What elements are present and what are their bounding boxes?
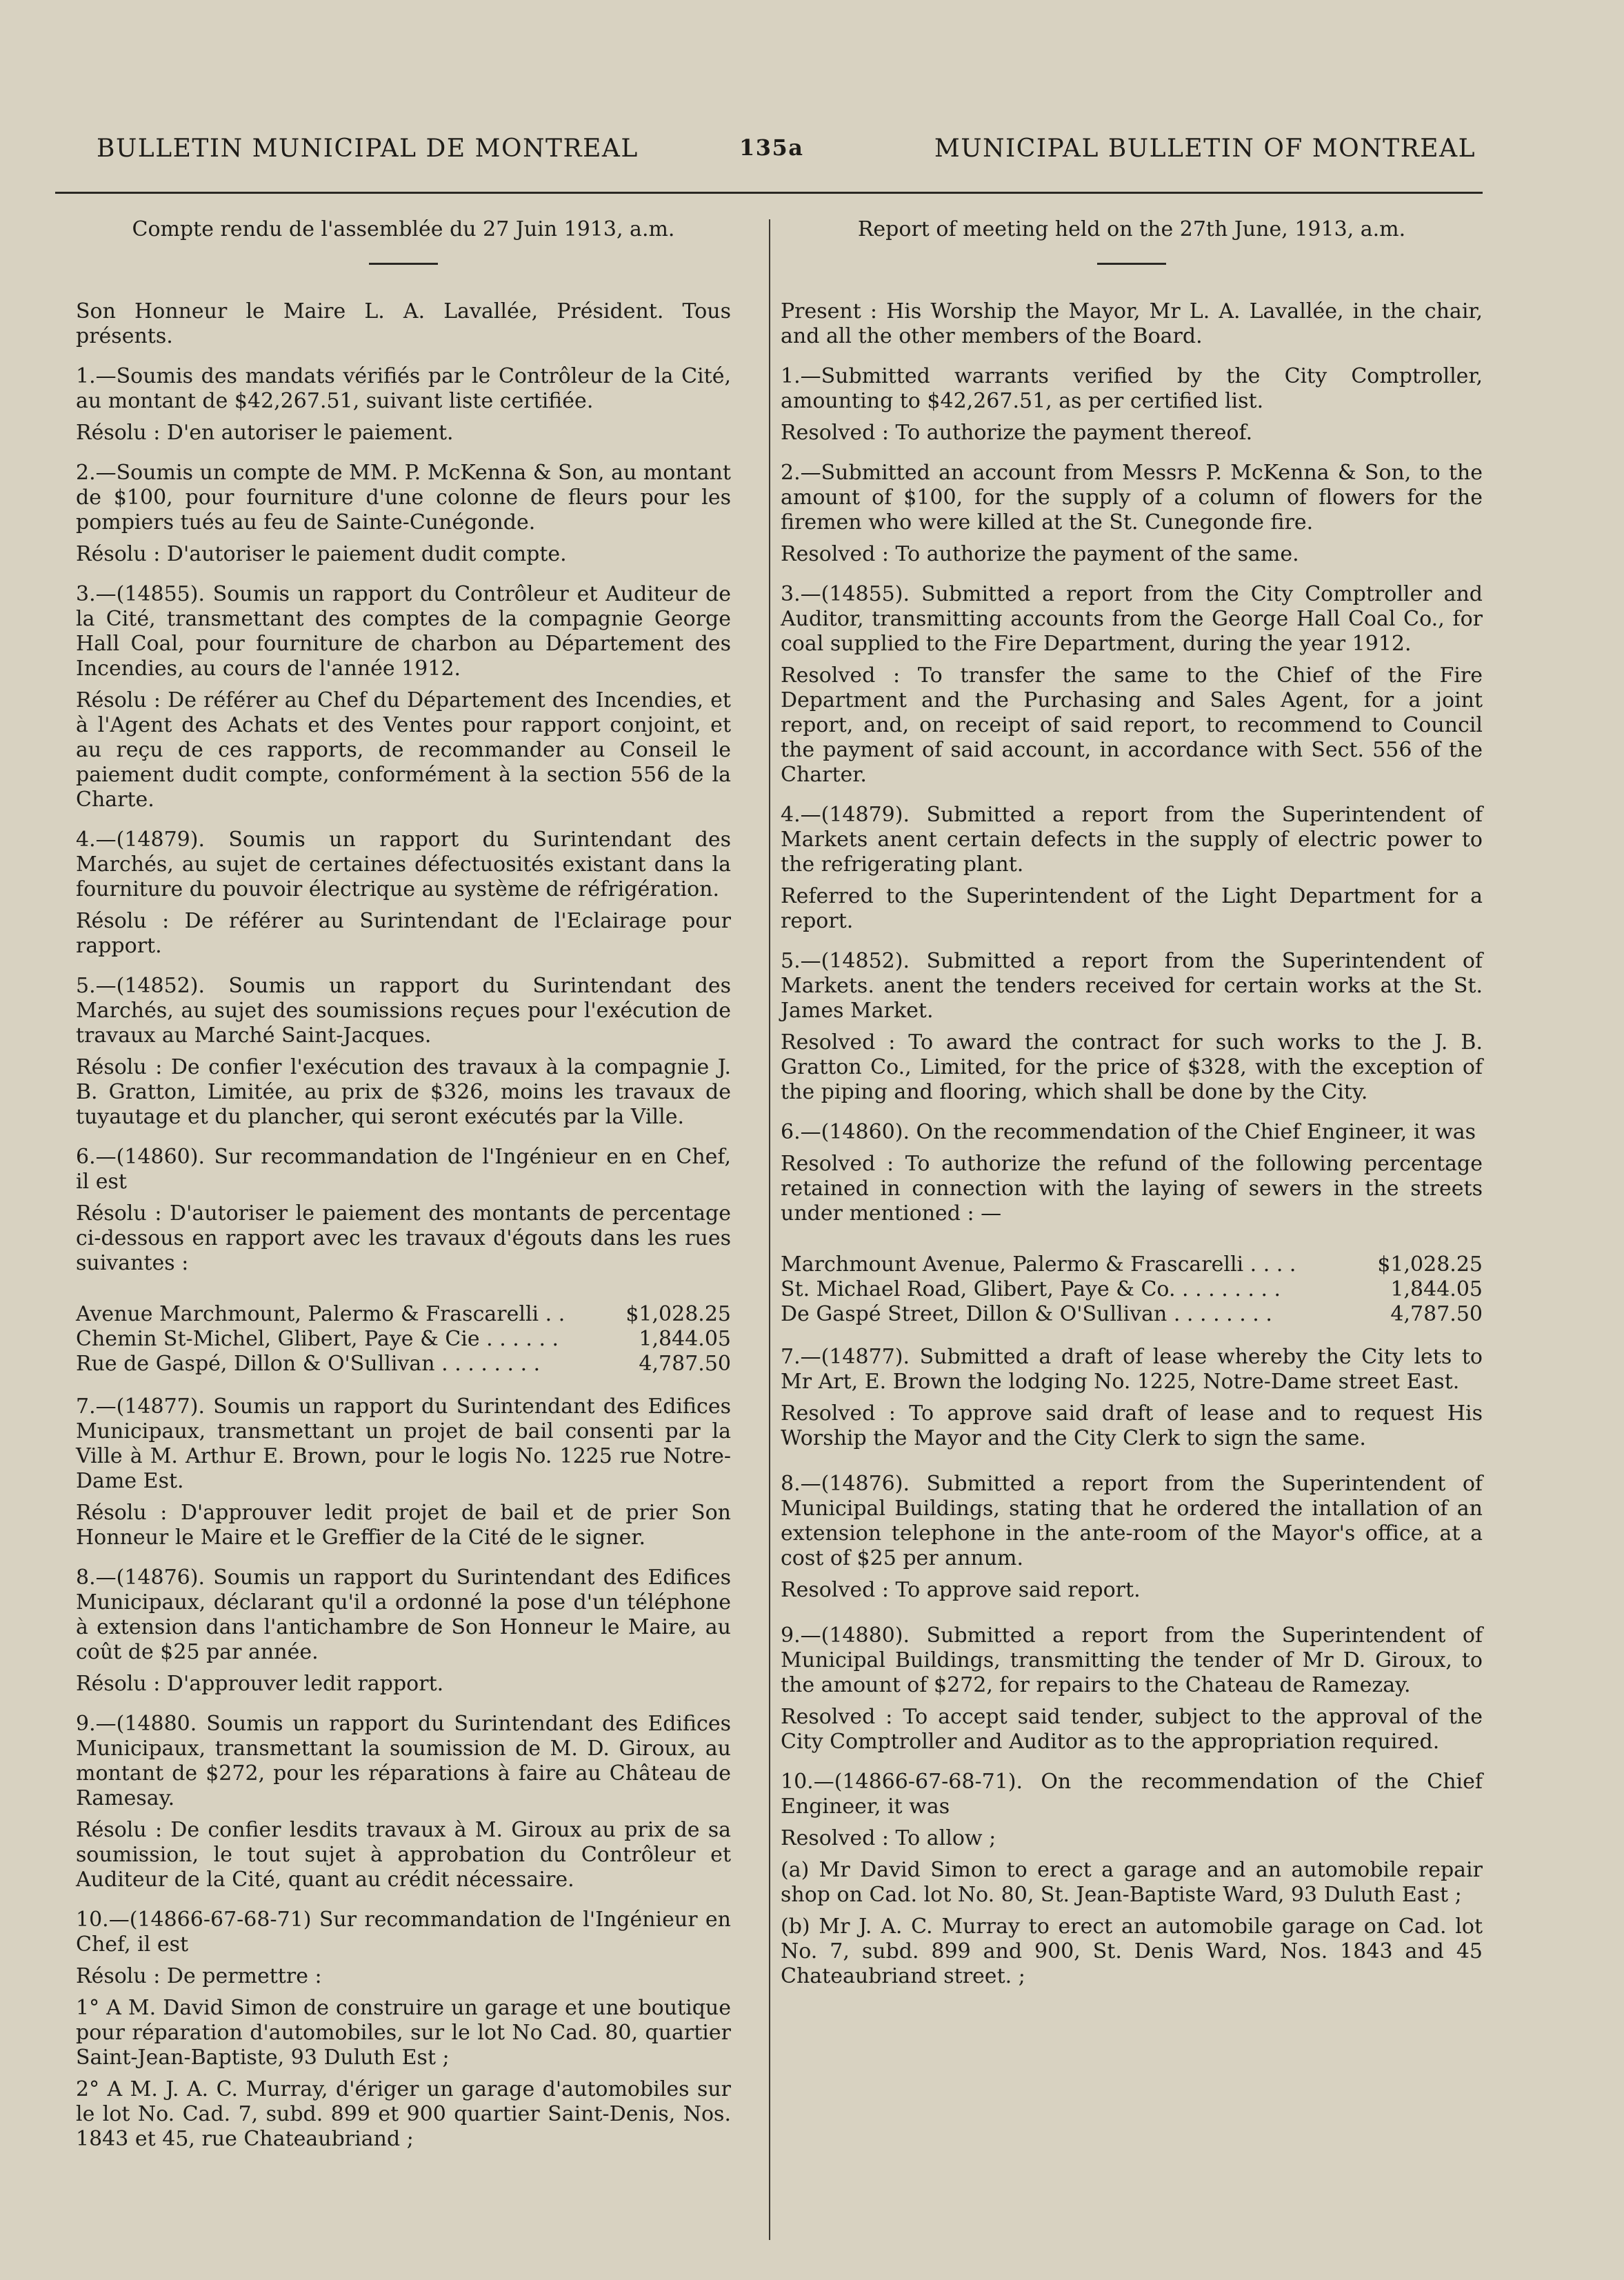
- french-title: Compte rendu de l'assemblée du 27 Juin 1913, a.m.: [132, 217, 675, 241]
- english-item-4: 4.—(14879). Submitted a report from the Superintendent of Markets anent certain defects in the supply of electric power to the refrigerating plant.: [781, 803, 1483, 877]
- french-resolution-3: Résolu : De référer au Chef du Département des Incendies, et à l'Agent des Achats et des Ventes pour rapport conjoint, et au reçu de ces rapports, de recommander au Conseil le paiement dudit compte, conformément à la section 556 de la Charte.: [76, 688, 731, 812]
- table-cell-amount: $1,028.25: [625, 1302, 731, 1326]
- english-allowance-b: (b) Mr J. A. C. Murray to erect an automobile garage on Cad. lot No. 7, subd. 899 and 900, St. Denis Ward, Nos. 1843 and 45 Chateaubriand street. ;: [781, 1914, 1483, 1988]
- french-item-5: 5.—(14852). Soumis un rapport du Surintendant des Marchés, au sujet des soumissions reçues pour l'exécution de travaux au Marché Saint-Jacques.: [76, 974, 731, 1048]
- table-cell-name: Chemin St-Michel, Glibert, Paye & Cie . . . . . .: [76, 1327, 559, 1351]
- french-title-rule: [369, 263, 438, 265]
- table-row: [781, 1252, 1483, 1277]
- table-cell-amount: 1,844.05: [639, 1327, 731, 1351]
- english-resolution-2: Resolved : To authorize the payment of the same.: [781, 542, 1299, 566]
- french-resolution-9: Résolu : De confier lesdits travaux à M. Giroux au prix de sa soumission, le tout sujet à approbation du Contrôleur et Auditeur de la Cité, quant au crédit nécessaire.: [76, 1818, 731, 1892]
- table-row: [76, 1352, 731, 1377]
- english-resolution-7: Resolved : To approve said draft of lease and to request His Worship the Mayor and the City Clerk to sign the same.: [781, 1401, 1483, 1450]
- english-allowance-a: (a) Mr David Simon to erect a garage and an automobile repair shop on Cad. lot No. 80, St. Jean-Baptiste Ward, 93 Duluth East ;: [781, 1858, 1483, 1907]
- table-cell-amount: 4,787.50: [639, 1352, 731, 1376]
- french-resolution-7: Résolu : D'approuver ledit projet de bail et de prier Son Honneur le Maire et le Greffier de la Cité de le signer.: [76, 1501, 731, 1550]
- french-resolution-5: Résolu : De confier l'exécution des travaux à la compagnie J. B. Gratton, Limitée, au prix de $326, moins les travaux de tuyautage et du plancher, qui seront exécutés par la Ville.: [76, 1055, 731, 1129]
- french-item-3: 3.—(14855). Soumis un rapport du Contrôleur et Auditeur de la Cité, transmettant des comptes de la compagnie George Hall Coal, pour fourniture de charbon au Département des Incendies, au cours de l'année 1912.: [76, 582, 731, 681]
- table-row: [781, 1302, 1483, 1327]
- french-resolution-1: Résolu : D'en autoriser le paiement.: [76, 421, 454, 445]
- english-item-10: 10.—(14866-67-68-71). On the recommendation of the Chief Engineer, it was: [781, 1770, 1483, 1819]
- french-resolution-2: Résolu : D'autoriser le paiement dudit compte.: [76, 542, 567, 566]
- french-allowance-1: 1° A M. David Simon de construire un garage et une boutique pour réparation d'automobiles, sur le lot No Cad. 80, quartier Saint-Jean-Baptiste, 93 Duluth Est ;: [76, 1996, 731, 2070]
- french-column: [76, 217, 731, 2167]
- english-item-7: 7.—(14877). Submitted a draft of lease whereby the City lets to Mr Art, E. Brown the lodging No. 1225, Notre-Dame street East.: [781, 1345, 1483, 1394]
- french-item-6: 6.—(14860). Sur recommandation de l'Ingénieur en en Chef, il est: [76, 1145, 731, 1194]
- english-item-3: 3.—(14855). Submitted a report from the City Comptroller and Auditor, transmitting accounts from the George Hall Coal Co., for coal supplied to the Fire Department, during the year 1912.: [781, 582, 1483, 656]
- french-resolution-8: Résolu : D'approuver ledit rapport.: [76, 1672, 444, 1696]
- english-item-1: 1.—Submitted warrants verified by the City Comptroller, amounting to $42,267.51, as per certified list.: [781, 364, 1483, 413]
- french-intro: Son Honneur le Maire L. A. Lavallée, Président. Tous présents.: [76, 299, 731, 348]
- page-header: [97, 134, 1476, 176]
- english-item-6: 6.—(14860). On the recommendation of the Chief Engineer, it was: [781, 1120, 1476, 1144]
- table-row: [76, 1327, 731, 1352]
- french-resolution-4: Résolu : De référer au Surintendant de l'Eclairage pour rapport.: [76, 909, 731, 958]
- english-item-8: 8.—(14876). Submitted a report from the Superintendent of Municipal Buildings, stating that he ordered the intallation of an extension telephone in the ante-room of the Mayor's office, at a cost of $25 per annum.: [781, 1472, 1483, 1570]
- english-intro: Present : His Worship the Mayor, Mr L. A. Lavallée, in the chair, and all the other members of the Board.: [781, 299, 1483, 348]
- french-resolution-6: Résolu : D'autoriser le paiement des montants de percentage ci-dessous en rapport avec les travaux d'égouts dans les rues suivantes :: [76, 1201, 731, 1275]
- table-cell-name: Rue de Gaspé, Dillon & O'Sullivan . . . . . . . .: [76, 1352, 541, 1376]
- column-divider: [769, 219, 770, 2240]
- page-number: 135a: [739, 134, 804, 161]
- english-resolution-4: Referred to the Superintendent of the Light Department for a report.: [781, 884, 1483, 933]
- french-item-2: 2.—Soumis un compte de MM. P. McKenna & Son, au montant de $100, pour fourniture d'une colonne de fleurs pour les pompiers tués au feu de Sainte-Cunégonde.: [76, 461, 731, 534]
- french-item-4: 4.—(14879). Soumis un rapport du Surintendant des Marchés, au sujet de certaines défectuosités existant dans la fourniture du pouvoir électrique au système de réfrigération.: [76, 828, 731, 901]
- french-item-9: 9.—(14880. Soumis un rapport du Surintendant des Edifices Municipaux, transmettant la soumission de M. D. Giroux, au montant de $272, pour les réparations à faire au Château de Ramesay.: [76, 1712, 731, 1810]
- english-title-rule: [1097, 263, 1166, 265]
- french-item-8: 8.—(14876). Soumis un rapport du Surintendant des Edifices Municipaux, déclarant qu'il a ordonné la pose d'un téléphone à extension dans l'antichambre de Son Honneur le Maire, au coût de $25 par année.: [76, 1566, 731, 1664]
- french-item-7: 7.—(14877). Soumis un rapport du Surintendant des Edifices Municipaux, transmettant un projet de bail consenti par la Ville à M. Arthur E. Brown, pour le logis No. 1225 rue Notre-Dame Est.: [76, 1394, 731, 1493]
- english-resolution-10: Resolved : To allow ;: [781, 1826, 996, 1850]
- table-cell-name: Avenue Marchmount, Palermo & Frascarelli . .: [76, 1302, 565, 1326]
- english-resolution-5: Resolved : To award the contract for such works to the J. B. Gratton Co., Limited, for the price of $328, with the exception of the piping and flooring, which shall be done by the City.: [781, 1030, 1483, 1104]
- english-title: Report of meeting held on the 27th June, 1913, a.m.: [857, 217, 1406, 241]
- french-item-10: 10.—(14866-67-68-71) Sur recommandation de l'Ingénieur en Chef, il est: [76, 1908, 731, 1957]
- french-sewer-table: [76, 1302, 731, 1377]
- french-resolution-10: Résolu : De permettre :: [76, 1964, 322, 1988]
- table-cell-amount: 4,787.50: [1390, 1302, 1483, 1326]
- table-cell-name: De Gaspé Street, Dillon & O'Sullivan . . . . . . . .: [781, 1302, 1272, 1326]
- english-resolution-6: Resolved : To authorize the refund of the following percentage retained in connection with the laying of sewers in the streets under mentioned : —: [781, 1152, 1483, 1226]
- table-cell-name: Marchmount Avenue, Palermo & Frascarelli . . . .: [781, 1252, 1296, 1277]
- table-cell-amount: 1,844.05: [1390, 1277, 1483, 1301]
- english-resolution-1: Resolved : To authorize the payment thereof.: [781, 421, 1253, 445]
- table-cell-name: St. Michael Road, Glibert, Paye & Co. . . . . . . . .: [781, 1277, 1281, 1301]
- english-resolution-8: Resolved : To approve said report.: [781, 1578, 1141, 1602]
- table-row: [76, 1302, 731, 1327]
- english-item-2: 2.—Submitted an account from Messrs P. McKenna & Son, to the amount of $100, for the supply of a column of flowers for the firemen who were killed at the St. Cunegonde fire.: [781, 461, 1483, 534]
- header-french-title: BULLETIN MUNICIPAL DE MONTREAL: [97, 134, 639, 163]
- french-item-1: 1.—Soumis des mandats vérifiés par le Contrôleur de la Cité, au montant de $42,267.51, suivant liste certifiée.: [76, 364, 731, 413]
- table-row: [781, 1277, 1483, 1302]
- english-column: [781, 217, 1483, 2004]
- table-cell-amount: $1,028.25: [1377, 1252, 1483, 1277]
- french-allowance-2: 2° A M. J. A. C. Murray, d'ériger un garage d'automobiles sur le lot No. Cad. 7, subd. 899 et 900 quartier Saint-Denis, Nos. 1843 et 45, rue Chateaubriand ;: [76, 2077, 731, 2151]
- english-sewer-table: [781, 1252, 1483, 1327]
- header-rule: [55, 192, 1483, 194]
- english-resolution-3: Resolved : To transfer the same to the Chief of the Fire Department and the Purchasing and Sales Agent, for a joint report, and, on receipt of said report, to recommend to Council the payment of said account, in accordance with Sect. 556 of the Charter.: [781, 663, 1483, 787]
- header-english-title: MUNICIPAL BULLETIN OF MONTREAL: [934, 134, 1476, 163]
- english-resolution-9: Resolved : To accept said tender, subject to the approval of the City Comptroller and Auditor as to the appropriation required.: [781, 1705, 1483, 1754]
- english-item-5: 5.—(14852). Submitted a report from the Superintendent of Markets. anent the tenders received for certain works at the St. James Market.: [781, 949, 1483, 1023]
- english-item-9: 9.—(14880). Submitted a report from the Superintendent of Municipal Buildings, transmitting the tender of Mr D. Giroux, to the amount of $272, for repairs to the Chateau de Ramezay.: [781, 1623, 1483, 1697]
